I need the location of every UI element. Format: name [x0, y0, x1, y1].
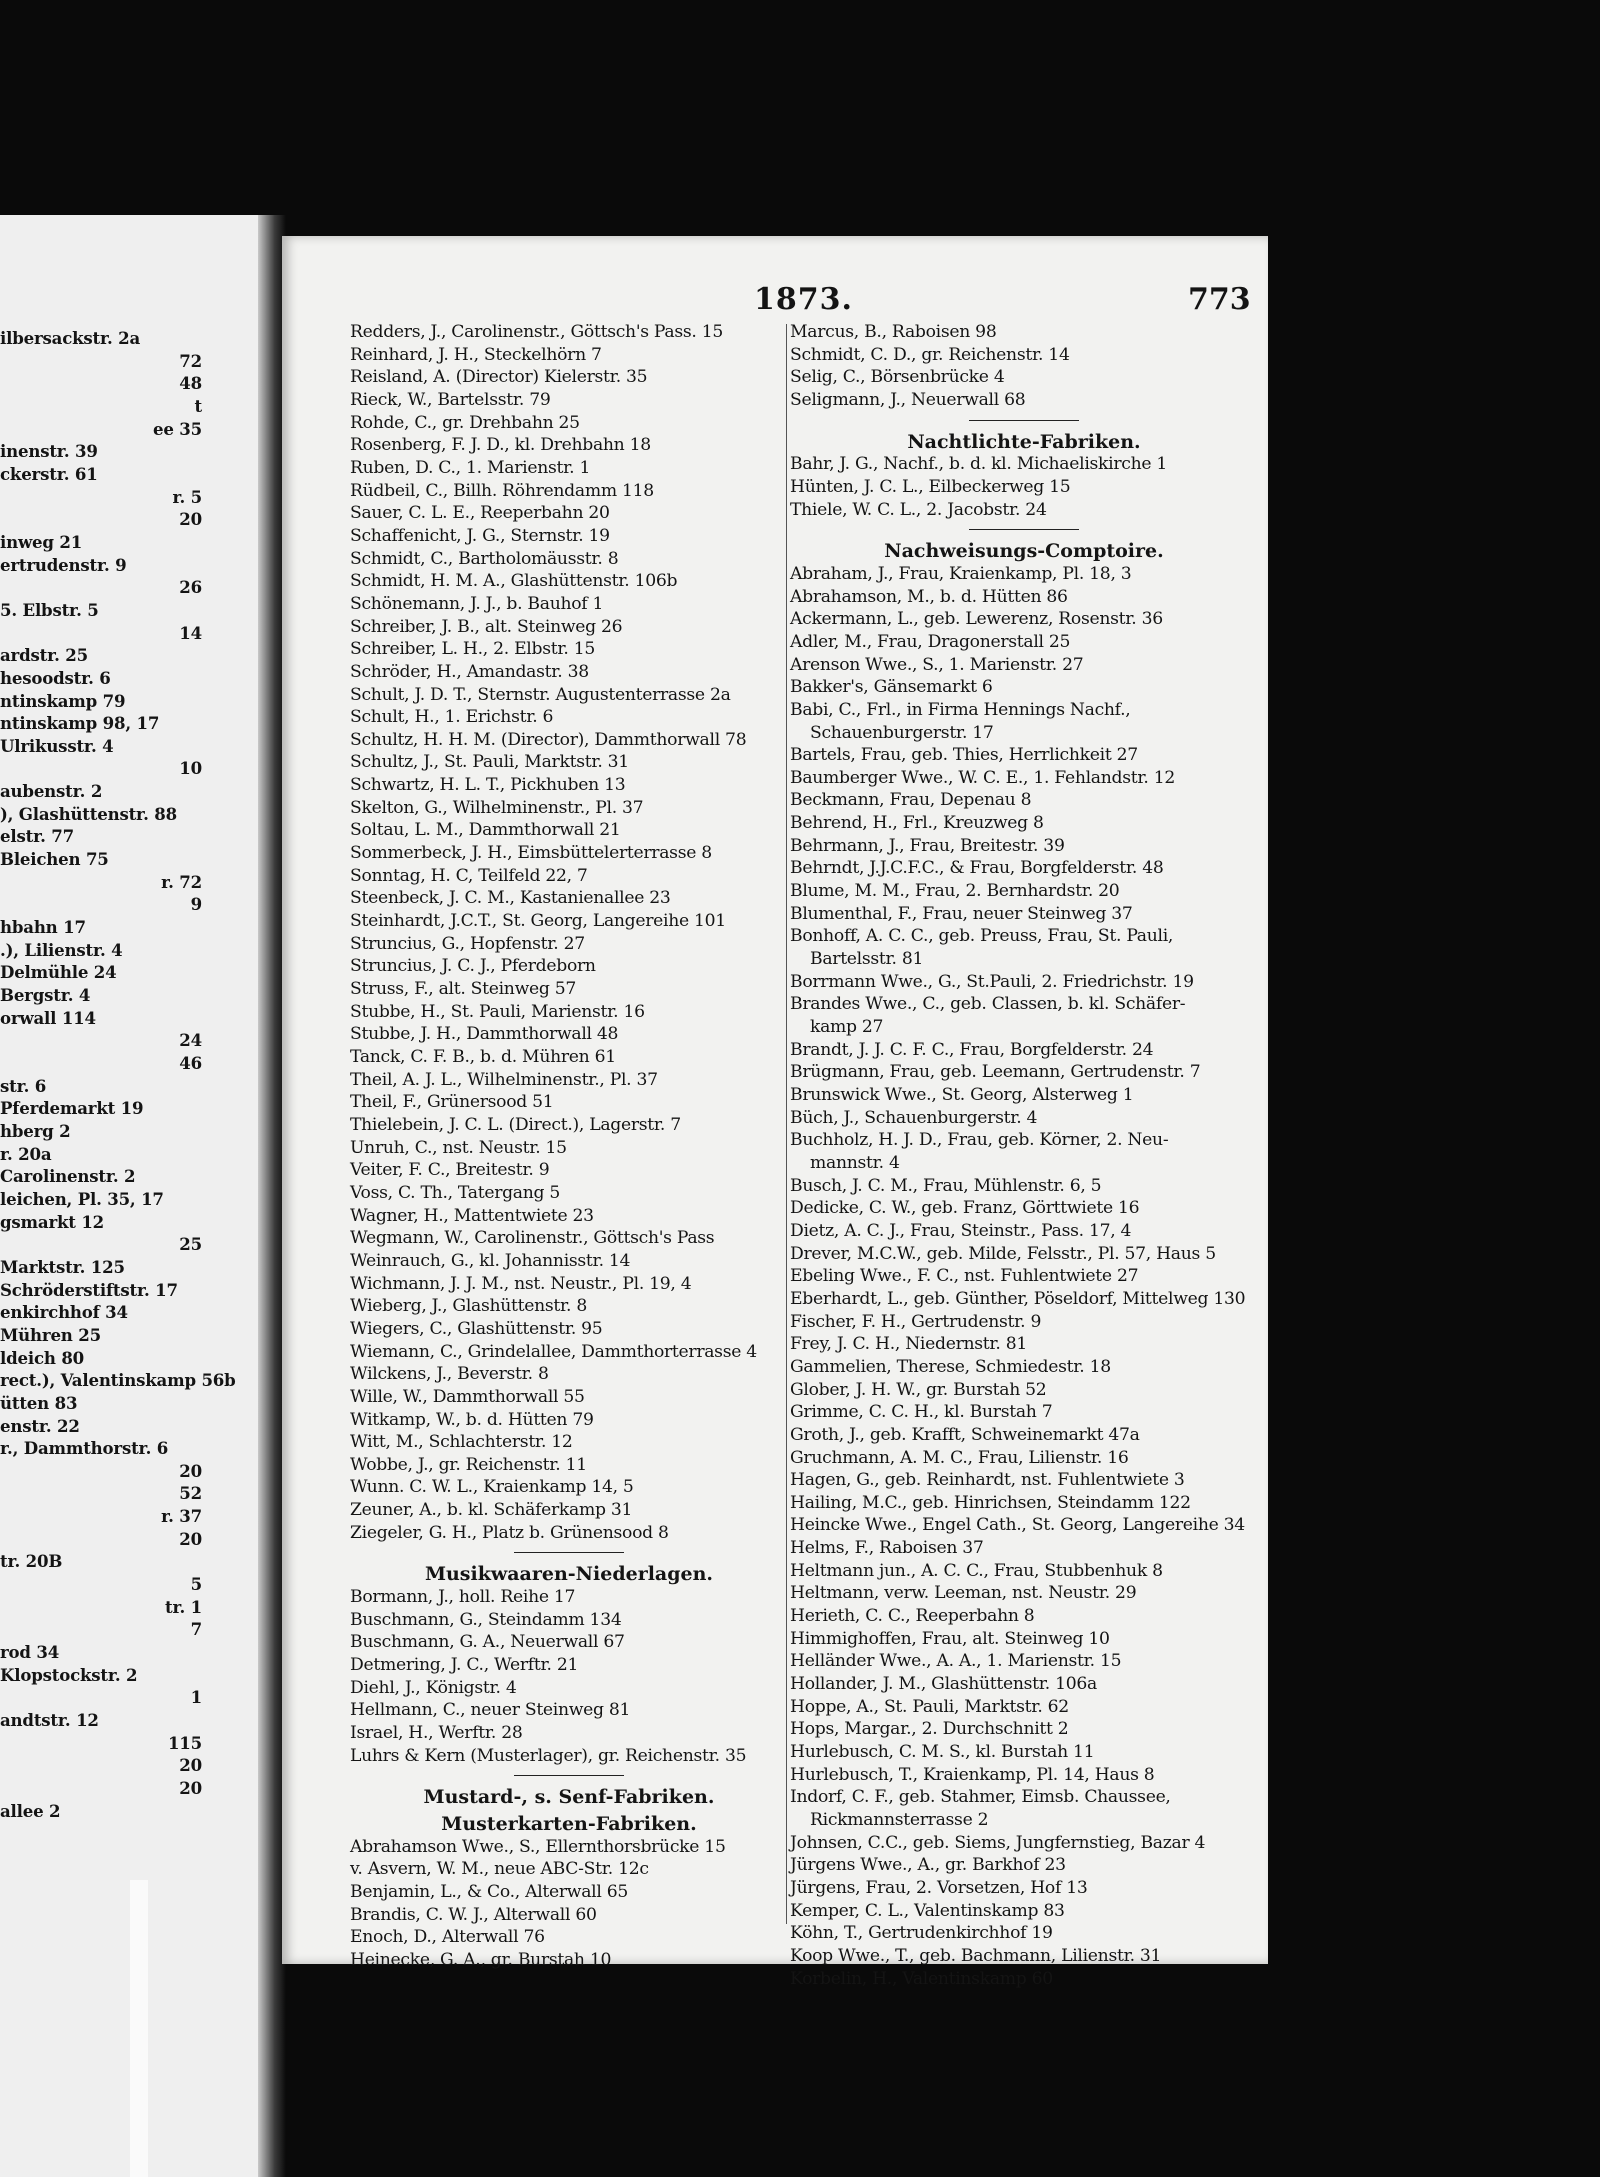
left-page-line: 20	[179, 1778, 202, 1798]
left-page-line: 25	[179, 1234, 202, 1255]
left-page-line: r. 20a	[0, 1143, 52, 1164]
left-page-line: ütten 83	[0, 1392, 78, 1413]
left-page-line: leichen, Pl. 35, 17	[0, 1188, 164, 1209]
directory-entry: Stubbe, J. H., Dammthorwall 48	[350, 1024, 619, 1045]
directory-entry: Abraham, J., Frau, Kraienkamp, Pl. 18, 3	[790, 563, 1132, 584]
directory-entry: Struncius, G., Hopfenstr. 27	[350, 933, 585, 954]
directory-entry: Groth, J., geb. Krafft, Schweinemarkt 47a	[790, 1424, 1140, 1445]
directory-entry: v. Asvern, W. M., neue ABC-Str. 12c	[350, 1859, 649, 1880]
directory-entry: Hünten, J. C. L., Eilbeckerweg 15	[790, 476, 1071, 497]
directory-entry: Helländer Wwe., A. A., 1. Marienstr. 15	[790, 1651, 1122, 1672]
left-page-line: elstr. 77	[0, 826, 74, 847]
left-page-line: rod 34	[0, 1642, 60, 1663]
directory-entry: Koop Wwe., T., geb. Bachmann, Lilienstr. 31	[790, 1945, 1162, 1966]
directory-entry: Hellmann, C., neuer Steinweg 81	[350, 1700, 631, 1721]
left-page-line: tr. 20B	[0, 1551, 63, 1572]
directory-entry: Rieck, W., Bartelsstr. 79	[350, 389, 551, 410]
directory-entry: Blumenthal, F., Frau, neuer Steinweg 37	[790, 903, 1133, 924]
page-header	[282, 282, 1268, 316]
directory-entry: Struss, F., alt. Steinweg 57	[350, 979, 576, 1000]
directory-entry: Dedicke, C. W., geb. Franz, Görttwiete 16	[790, 1198, 1140, 1219]
left-page-line: 20	[179, 509, 202, 530]
directory-entry: Schaffenicht, J. G., Sternstr. 19	[350, 525, 610, 546]
directory-entry: Hurlebusch, C. M. S., kl. Burstah 11	[790, 1742, 1095, 1763]
directory-entry: Schmidt, C., Bartholomäusstr. 8	[350, 548, 619, 569]
directory-entry: Theil, A. J. L., Wilhelminenstr., Pl. 37	[350, 1069, 658, 1090]
directory-entry: Brandes Wwe., C., geb. Classen, b. kl. Schäfer-	[790, 994, 1186, 1015]
directory-entry: Skelton, G., Wilhelminenstr., Pl. 37	[350, 797, 644, 818]
directory-entry: Schreiber, L. H., 2. Elbstr. 15	[350, 639, 595, 660]
directory-entry: Seligmann, J., Neuerwall 68	[790, 389, 1026, 410]
directory-entry: Wichmann, J. J. M., nst. Neustr., Pl. 19, 4	[350, 1273, 692, 1294]
directory-entry: Redders, J., Carolinenstr., Göttsch's Pass. 15	[350, 322, 724, 342]
directory-entry: Wiemann, C., Grindelallee, Dammthorterrasse 4	[350, 1341, 757, 1362]
directory-entry: Diehl, J., Königstr. 4	[350, 1677, 517, 1698]
directory-entry: Dietz, A. C. J., Frau, Steinstr., Pass. 17, 4	[790, 1220, 1132, 1241]
directory-entry: Reinhard, J. H., Steckelhörn 7	[350, 344, 602, 365]
directory-entry: Beckmann, Frau, Depenau 8	[790, 790, 1032, 811]
directory-entry: Heinecke, G. A., gr. Burstah 10	[350, 1949, 612, 1970]
directory-entry: Wilckens, J., Beverstr. 8	[350, 1364, 549, 1385]
left-page-line: ckerstr. 61	[0, 463, 98, 484]
left-page-line: r. 72	[161, 871, 202, 892]
paper-strip	[130, 1880, 148, 2177]
directory-entry: Heltmann jun., A. C. C., Frau, Stubbenhuk 8	[790, 1560, 1163, 1581]
directory-entry: Korbelin, H., Valentinskamp 60	[790, 1968, 1053, 1989]
directory-entry: Buchholz, H. J. D., Frau, geb. Körner, 2. Neu-	[790, 1130, 1169, 1151]
left-page-line: Klopstockstr. 2	[0, 1664, 138, 1685]
directory-entry: Busch, J. C. M., Frau, Mühlenstr. 6, 5	[790, 1175, 1102, 1196]
directory-entry: Bartels, Frau, geb. Thies, Herrlichkeit 27	[790, 745, 1138, 766]
left-page-line: orwall 114	[0, 1007, 96, 1028]
directory-entry: Wagner, H., Mattentwiete 23	[350, 1205, 594, 1226]
directory-entry: Enoch, D., Alterwall 76	[350, 1927, 545, 1948]
directory-entry: Jürgens Wwe., A., gr. Barkhof 23	[790, 1855, 1066, 1876]
left-page-line: 7	[190, 1619, 202, 1640]
directory-entry: Schmidt, H. M. A., Glashüttenstr. 106b	[350, 571, 678, 592]
directory-entry: Reisland, A. (Director) Kielerstr. 35	[350, 367, 648, 388]
directory-entry: Schult, H., 1. Erichstr. 6	[350, 707, 554, 728]
directory-entry: Witkamp, W., b. d. Hütten 79	[350, 1409, 594, 1430]
left-page-line: ), Glashüttenstr. 88	[0, 803, 177, 824]
directory-entry: Gammelien, Therese, Schmiedestr. 18	[790, 1356, 1111, 1377]
directory-entry: Baumberger Wwe., W. C. E., 1. Fehlandstr. 12	[790, 767, 1175, 788]
directory-entry: Wille, W., Dammthorwall 55	[350, 1386, 585, 1407]
directory-column-right	[790, 321, 1258, 1990]
directory-entry: Sonntag, H. C, Teilfeld 22, 7	[350, 865, 588, 886]
section-heading: Nachtlichte-Fabriken.	[907, 430, 1141, 453]
directory-entry: Brügmann, Frau, geb. Leemann, Gertrudenstr. 7	[790, 1062, 1201, 1083]
directory-entry: Sommerbeck, J. H., Eimsbüttelerterrasse 8	[350, 843, 712, 864]
directory-entry: Struncius, J. C. J., Pferdeborn	[350, 956, 596, 977]
left-page-line: aubenstr. 2	[0, 781, 103, 802]
directory-entry: Jürgens, Frau, 2. Vorsetzen, Hof 13	[790, 1877, 1088, 1898]
left-page-line: tr. 1	[165, 1596, 202, 1617]
left-page-line: 9	[190, 894, 202, 915]
left-page-line: ldeich 80	[0, 1347, 85, 1368]
directory-entry: Behrmann, J., Frau, Breitestr. 39	[790, 835, 1065, 856]
directory-entry: Weinrauch, G., kl. Johannisstr. 14	[350, 1250, 631, 1271]
directory-entry: Brandt, J. J. C. F. C., Frau, Borgfelderstr. 24	[790, 1039, 1154, 1060]
directory-entry: Brunswick Wwe., St. Georg, Alsterweg 1	[790, 1085, 1134, 1105]
left-page-line: 115	[167, 1732, 202, 1753]
left-page-line: Marktstr. 125	[0, 1256, 125, 1277]
directory-entry: Johnsen, C.C., geb. Siems, Jungfernstieg, Bazar 4	[790, 1832, 1206, 1853]
directory-entry-continuation: Bartelsstr. 81	[810, 949, 924, 970]
directory-entry: Luhrs & Kern (Musterlager), gr. Reichenstr. 35	[350, 1745, 747, 1766]
directory-entry: Thiele, W. C. L., 2. Jacobstr. 24	[790, 499, 1047, 520]
directory-entry: Ackermann, L., geb. Lewerenz, Rosenstr. 36	[790, 609, 1163, 630]
left-page-line: 20	[179, 1755, 202, 1776]
directory-entry: Bakker's, Gänsemarkt 6	[790, 677, 993, 698]
directory-entry: Marcus, B., Raboisen 98	[790, 322, 997, 342]
directory-entry: Borrmann Wwe., G., St.Pauli, 2. Friedrichstr. 19	[790, 971, 1194, 992]
directory-entry: Helms, F., Raboisen 37	[790, 1538, 984, 1559]
left-page-line: gsmarkt 12	[0, 1211, 105, 1232]
directory-entry: Veiter, F. C., Breitestr. 9	[350, 1160, 550, 1181]
left-page-line: Bleichen 75	[0, 849, 109, 870]
directory-entry: Herieth, C. C., Reeperbahn 8	[790, 1606, 1035, 1627]
directory-entry: Schröder, H., Amandastr. 38	[350, 661, 589, 682]
directory-column-left	[350, 321, 788, 1972]
directory-entry: Hollander, J. M., Glashüttenstr. 106a	[790, 1674, 1097, 1695]
directory-entry: Buschmann, G. A., Neuerwall 67	[350, 1632, 625, 1653]
left-page-line: ertrudenstr. 9	[0, 554, 127, 575]
left-page-line: 14	[179, 622, 202, 643]
left-page-line: 5	[190, 1574, 202, 1595]
left-page-line: hberg 2	[0, 1120, 71, 1141]
directory-entry: Stubbe, H., St. Pauli, Marienstr. 16	[350, 1001, 645, 1022]
directory-entry: Ruben, D. C., 1. Marienstr. 1	[350, 457, 591, 478]
left-page-line: r. 37	[161, 1506, 202, 1527]
directory-entry: Hurlebusch, T., Kraienkamp, Pl. 14, Haus 8	[790, 1764, 1155, 1785]
directory-entry: Adler, M., Frau, Dragonerstall 25	[790, 631, 1071, 652]
directory-entry: Rüdbeil, C., Billh. Röhrendamm 118	[350, 480, 654, 501]
directory-entry: Benjamin, L., & Co., Alterwall 65	[350, 1881, 628, 1902]
left-page-line: Carolinenstr. 2	[0, 1166, 136, 1187]
left-page-line: 20	[179, 1460, 202, 1481]
left-page-line: enkirchhof 34	[0, 1302, 128, 1323]
directory-entry-continuation: Schauenburgerstr. 17	[810, 722, 994, 743]
directory-entry: Kemper, C. L., Valentinskamp 83	[790, 1900, 1065, 1921]
directory-entry: Rohde, C., gr. Drehbahn 25	[350, 412, 580, 433]
left-page-line: 10	[179, 758, 202, 779]
left-page-line: t	[194, 395, 202, 416]
directory-entry: Voss, C. Th., Tatergang 5	[350, 1182, 561, 1203]
directory-entry: Wiegers, C., Glashüttenstr. 95	[350, 1318, 603, 1339]
left-page-line: hbahn 17	[0, 917, 86, 938]
left-page-line: 20	[179, 1528, 202, 1549]
left-page-line: ardstr. 25	[0, 645, 88, 666]
directory-entry: Abrahamson Wwe., S., Ellernthorsbrücke 15	[350, 1836, 726, 1857]
directory-entry: Fischer, F. H., Gertrudenstr. 9	[790, 1311, 1042, 1332]
section-rule	[514, 1552, 624, 1553]
directory-entry: Abrahamson, M., b. d. Hütten 86	[790, 586, 1068, 607]
directory-entry-continuation: mannstr. 4	[810, 1152, 900, 1173]
directory-entry: Hailing, M.C., geb. Hinrichsen, Steindamm 122	[790, 1492, 1191, 1513]
left-page-line: enstr. 22	[0, 1415, 80, 1436]
left-page-line: str. 6	[0, 1075, 47, 1096]
left-page-line: Mühren 25	[0, 1324, 101, 1345]
left-page-line: ee 35	[153, 418, 202, 439]
directory-entry: Babi, C., Frl., in Firma Hennings Nachf.,	[790, 699, 1131, 720]
directory-entry: Israel, H., Werftr. 28	[350, 1723, 523, 1744]
directory-entry: Arenson Wwe., S., 1. Marienstr. 27	[790, 654, 1084, 675]
left-page-line: ntinskamp 98, 17	[0, 713, 160, 734]
directory-entry: Drever, M.C.W., geb. Milde, Felsstr., Pl. 57, Haus 5	[790, 1243, 1216, 1264]
left-page-line: r. 5	[172, 486, 202, 507]
left-page-line: r., Dammthorstr. 6	[0, 1438, 169, 1459]
left-page-line: ntinskamp 79	[0, 690, 126, 711]
directory-entry: Schönemann, J. J., b. Bauhof 1	[350, 593, 604, 614]
directory-entry: Hoppe, A., St. Pauli, Marktstr. 62	[790, 1696, 1069, 1717]
left-page-line: andtstr. 12	[0, 1710, 99, 1731]
left-page-line: 72	[179, 350, 202, 371]
directory-entry: Himmighoffen, Frau, alt. Steinweg 10	[790, 1628, 1110, 1649]
directory-entry: Schmidt, C. D., gr. Reichenstr. 14	[790, 344, 1070, 365]
left-page-line: Schröderstiftstr. 17	[0, 1279, 178, 1300]
directory-entry: Wegmann, W., Carolinenstr., Göttsch's Pass	[350, 1228, 715, 1249]
directory-entry: Gruchmann, A. M. C., Frau, Lilienstr. 16	[790, 1447, 1129, 1468]
directory-entry: Heincke Wwe., Engel Cath., St. Georg, Langereihe 34	[790, 1515, 1245, 1536]
directory-entry: Blume, M. M., Frau, 2. Bernhardstr. 20	[790, 881, 1120, 902]
right-page	[282, 236, 1268, 1989]
left-page-line: 46	[179, 1053, 202, 1073]
directory-entry: Wunn. C. W. L., Kraienkamp 14, 5	[350, 1477, 634, 1498]
directory-entry: Schwartz, H. L. T., Pickhuben 13	[350, 775, 626, 796]
left-page-line: Ulrikusstr. 4	[0, 735, 114, 756]
directory-entry: Grimme, C. C. H., kl. Burstah 7	[790, 1402, 1053, 1423]
left-page-line: 48	[179, 373, 202, 394]
page-number: 773	[1188, 282, 1251, 317]
section-heading: Mustard-, s. Senf-Fabriken.	[423, 1786, 715, 1809]
section-heading: Musikwaaren-Niederlagen.	[424, 1563, 714, 1586]
directory-entry: Bahr, J. G., Nachf., b. d. kl. Michaeliskirche 1	[790, 454, 1168, 475]
directory-entry: Steinhardt, J.C.T., St. Georg, Langereihe 101	[350, 911, 726, 932]
left-page-line: Delmühle 24	[0, 962, 117, 983]
directory-entry: Selig, C., Börsenbrücke 4	[790, 367, 1005, 388]
directory-entry: Eberhardt, L., geb. Günther, Pöseldorf, Mittelweg 130	[790, 1288, 1246, 1309]
section-heading: Nachweisungs-Comptoire.	[884, 540, 1164, 563]
directory-entry: Köhn, T., Gertrudenkirchhof 19	[790, 1923, 1053, 1944]
directory-entry: Behrndt, J.J.C.F.C., & Frau, Borgfelderstr. 48	[790, 858, 1164, 879]
section-rule	[514, 1775, 624, 1776]
left-page-line: 1	[190, 1687, 202, 1708]
left-page-line: Bergstr. 4	[0, 985, 91, 1006]
directory-entry: Behrend, H., Frl., Kreuzweg 8	[790, 813, 1044, 834]
left-page-line: rect.), Valentinskamp 56b	[0, 1370, 236, 1391]
directory-entry: Steenbeck, J. C. M., Kastanienallee 23	[350, 888, 671, 909]
left-page-line: inenstr. 39	[0, 441, 98, 462]
directory-entry: Bonhoff, A. C. C., geb. Preuss, Frau, St. Pauli,	[790, 926, 1174, 947]
directory-entry: Schult, J. D. T., Sternstr. Augustenterrasse 2a	[350, 684, 731, 705]
directory-entry: Schultz, J., St. Pauli, Marktstr. 31	[350, 752, 629, 773]
left-page-line: inweg 21	[0, 531, 83, 552]
directory-entry: Hagen, G., geb. Reinhardt, nst. Fuhlentwiete 3	[790, 1470, 1185, 1491]
directory-entry: Wobbe, J., gr. Reichenstr. 11	[350, 1454, 587, 1475]
directory-entry: Thielebein, J. C. L. (Direct.), Lagerstr. 7	[350, 1114, 681, 1135]
left-page-line: ilbersackstr. 2a	[0, 328, 141, 348]
directory-entry: Rosenberg, F. J. D., kl. Drehbahn 18	[350, 435, 651, 456]
left-page-line: 24	[179, 1030, 202, 1051]
left-page-line: 5. Elbstr. 5	[0, 599, 99, 620]
directory-entry: Heltmann, verw. Leeman, nst. Neustr. 29	[790, 1583, 1137, 1604]
directory-entry: Unruh, C., nst. Neustr. 15	[350, 1137, 567, 1158]
directory-entry: Brandis, C. W. J., Alterwall 60	[350, 1904, 597, 1925]
directory-entry: Wieberg, J., Glashüttenstr. 8	[350, 1296, 588, 1317]
year-heading: 1873.	[754, 282, 853, 317]
directory-entry: Detmering, J. C., Werftr. 21	[350, 1655, 579, 1676]
section-rule	[969, 420, 1079, 421]
directory-entry: Bormann, J., holl. Reihe 17	[350, 1587, 576, 1608]
directory-entry: Tanck, C. F. B., b. d. Mühren 61	[350, 1047, 616, 1067]
directory-entry: Ebeling Wwe., F. C., nst. Fuhlentwiete 27	[790, 1266, 1139, 1287]
directory-entry: Frey, J. C. H., Niedernstr. 81	[790, 1334, 1028, 1355]
left-page-column	[0, 327, 262, 1822]
directory-entry: Glober, J. H. W., gr. Burstah 52	[790, 1379, 1047, 1400]
directory-entry-continuation: kamp 27	[810, 1017, 884, 1038]
directory-entry: Schreiber, J. B., alt. Steinweg 26	[350, 616, 623, 637]
directory-entry: Soltau, L. M., Dammthorwall 21	[350, 820, 621, 841]
directory-entry: Zeuner, A., b. kl. Schäferkamp 31	[350, 1500, 633, 1521]
left-page-line: allee 2	[0, 1800, 61, 1821]
directory-entry: Büch, J., Schauenburgerstr. 4	[790, 1107, 1038, 1128]
directory-entry: Buschmann, G., Steindamm 134	[350, 1609, 622, 1630]
directory-entry: Ziegeler, G. H., Platz b. Grünensood 8	[350, 1522, 669, 1543]
left-page-line: hesoodstr. 6	[0, 667, 111, 688]
directory-entry: Sauer, C. L. E., Reeperbahn 20	[350, 503, 610, 524]
section-rule	[969, 529, 1079, 530]
directory-entry-continuation: Rickmannsterrasse 2	[810, 1810, 989, 1830]
left-page-line: 52	[179, 1483, 202, 1504]
directory-entry: Theil, F., Grünersood 51	[350, 1092, 554, 1113]
left-page-line: 26	[179, 577, 202, 598]
directory-entry: Hops, Margar., 2. Durchschnitt 2	[790, 1719, 1069, 1740]
directory-entry: Indorf, C. F., geb. Stahmer, Eimsb. Chaussee,	[790, 1787, 1171, 1808]
left-page-line: Pferdemarkt 19	[0, 1098, 144, 1119]
left-page-line: .), Lilienstr. 4	[0, 939, 123, 960]
directory-entry: Schultz, H. H. M. (Director), Dammthorwall 78	[350, 729, 747, 750]
section-heading: Musterkarten-Fabriken.	[441, 1813, 697, 1835]
directory-entry: Witt, M., Schlachterstr. 12	[350, 1432, 573, 1453]
